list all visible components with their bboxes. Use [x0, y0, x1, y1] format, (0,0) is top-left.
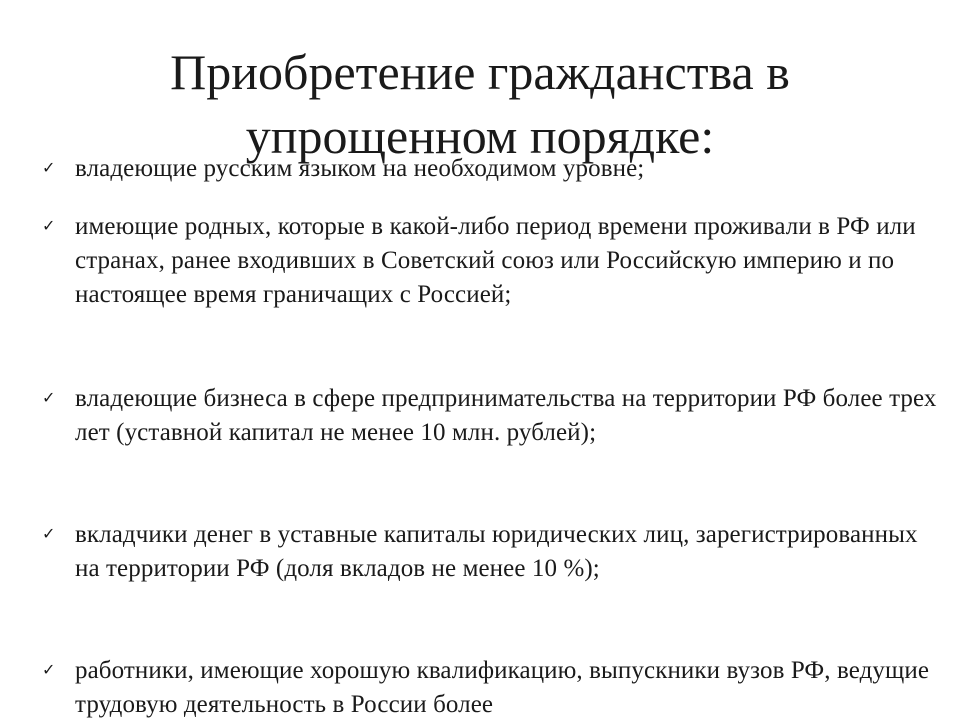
bullet-text: владеющие русским языком на необходимом уровне;: [75, 155, 645, 182]
checkmark-icon: ✓: [42, 526, 56, 543]
checkmark-icon: ✓: [42, 390, 56, 407]
bullet-text: вкладчики денег в уставные капиталы юридических лиц, зарегистрированных на территории РФ (доля вкладов не менее 10 %);: [75, 521, 918, 582]
checkmark-icon: ✓: [42, 160, 56, 177]
slide-title: Приобретение гражданства в упрощенном порядке:: [170, 44, 790, 164]
checkmark-icon: ✓: [42, 662, 56, 679]
bullet-text: имеющие родных, которые в какой-либо период времени проживали в РФ или странах, ранее входивших в Советский союз или Российскую империю и по настоящее время граничащих с Россией;: [75, 213, 916, 308]
checkmark-icon: ✓: [42, 218, 56, 235]
bullet-text: владеющие бизнеса в сфере предпринимательства на территории РФ более трех лет (уставной капитал не менее 10 млн. рублей);: [75, 385, 937, 446]
bullet-text: работники, имеющие хорошую квалификацию, выпускники вузов РФ, ведущие трудовую деятельность в России более: [75, 657, 930, 718]
